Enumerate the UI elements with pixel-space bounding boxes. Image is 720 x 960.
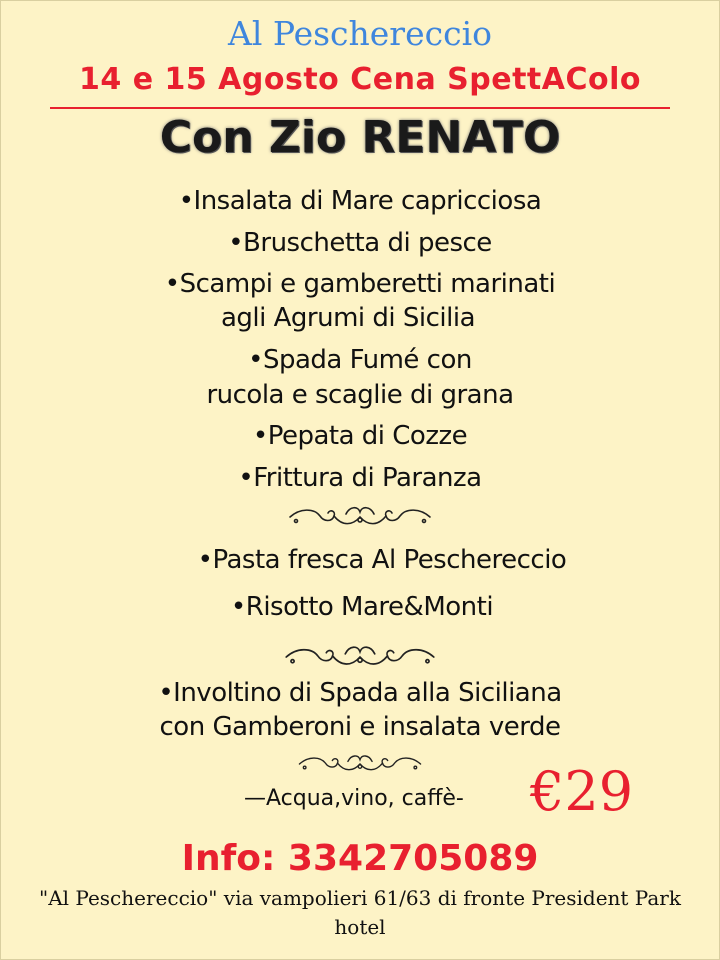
ornament-divider-icon bbox=[296, 752, 424, 776]
menu-item: •Spada Fumé con bbox=[248, 345, 472, 375]
menu-item-continuation: agli Agrumi di Sicilia bbox=[220, 303, 476, 333]
menu-item: •Pasta fresca Al Peschereccio bbox=[197, 545, 567, 575]
menu-item: •Involtino di Spada alla Siciliana bbox=[158, 678, 562, 708]
restaurant-name: Al Peschereccio bbox=[227, 14, 493, 53]
address: "Al Peschereccio" via vampolieri 61/63 di fronte President Park hotel bbox=[39, 886, 681, 939]
drinks-included: —Acqua,vino, caffè- bbox=[244, 786, 464, 811]
info-phone: Info: 3342705089 bbox=[181, 838, 539, 879]
menu-item: •Insalata di Mare capricciosa bbox=[178, 186, 542, 216]
ornament-divider-icon bbox=[286, 504, 434, 530]
menu-item-continuation: con Gamberoni e insalata verde bbox=[159, 712, 561, 742]
event-underline bbox=[50, 107, 670, 109]
menu-item: •Scampi e gamberetti marinati bbox=[164, 269, 556, 299]
menu-item: •Risotto Mare&Monti bbox=[230, 592, 494, 622]
guest-performer: Con Zio RENATO bbox=[159, 112, 561, 163]
price: €29 bbox=[530, 760, 634, 823]
menu-item: •Bruschetta di pesce bbox=[228, 228, 492, 258]
menu-item: •Pepata di Cozze bbox=[252, 421, 468, 451]
ornament-divider-icon bbox=[282, 643, 438, 671]
menu-item: •Frittura di Paranza bbox=[238, 463, 482, 493]
event-title: 14 e 15 Agosto Cena SpettAColo bbox=[79, 62, 641, 97]
menu-item-continuation: rucola e scaglie di grana bbox=[206, 380, 514, 410]
